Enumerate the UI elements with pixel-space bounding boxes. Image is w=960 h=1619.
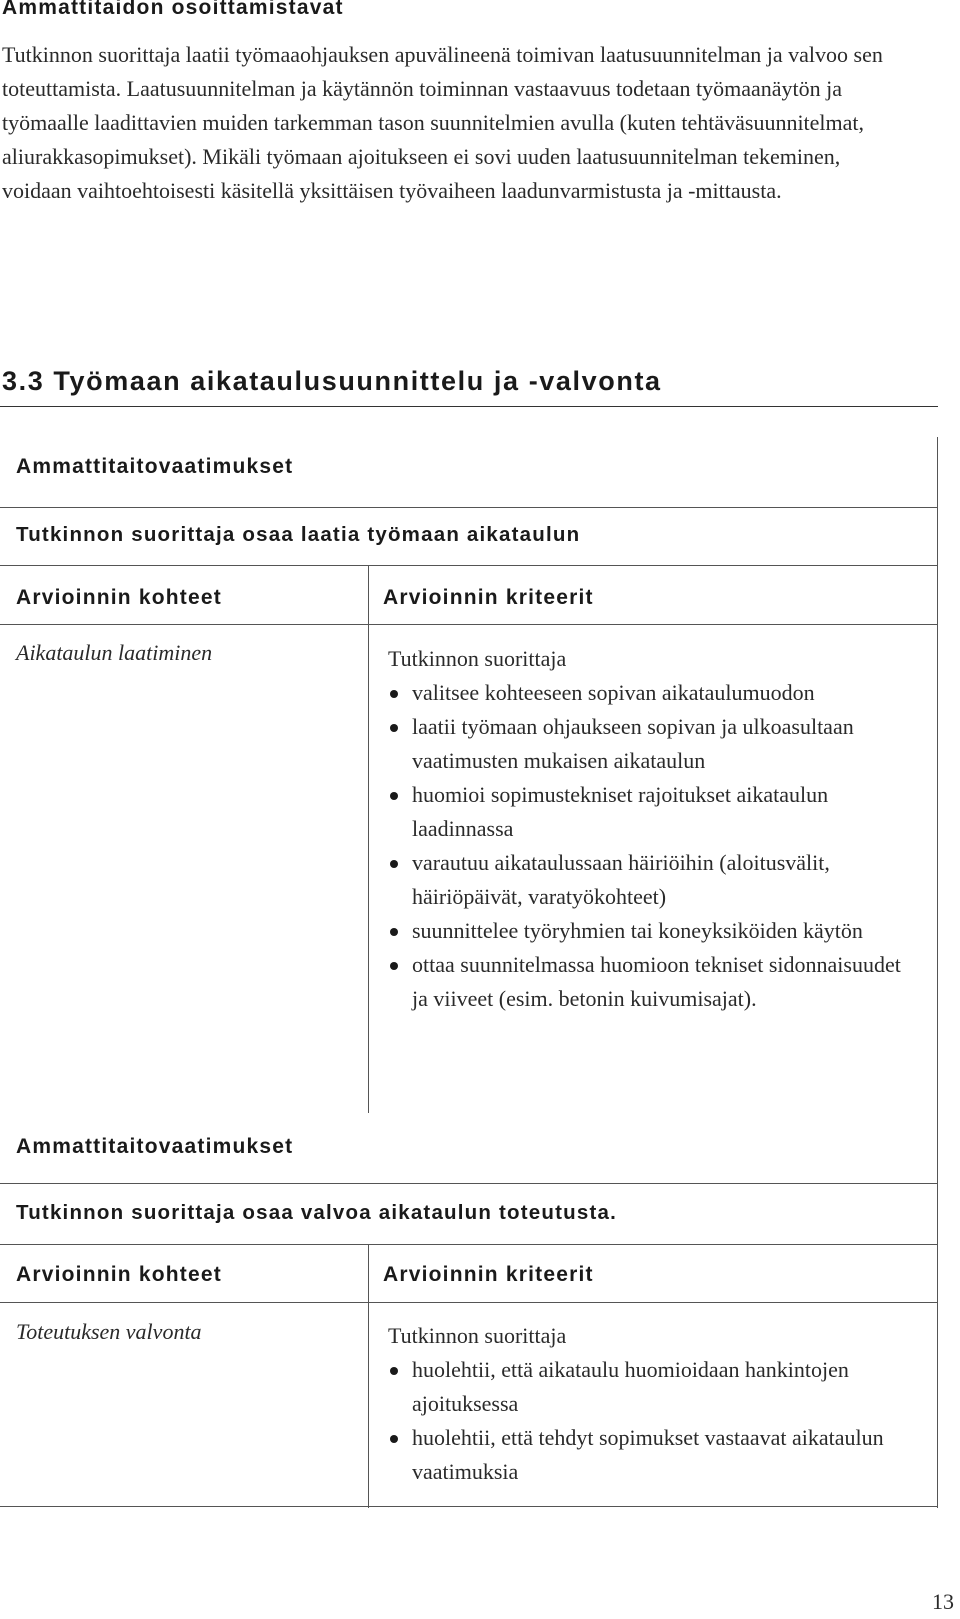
criteria-intro: Tutkinnon suorittaja [388, 646, 567, 671]
criteria-item: laatii työmaan ohjaukseen sopivan ja ulkoasultaan vaatimusten mukaisen aikataulun [388, 710, 908, 778]
column-header-criteria: Arvioinnin kriteerit [383, 586, 594, 609]
requirement-text: Tutkinnon suorittaja osaa laatia työmaan aikataulun [16, 523, 581, 546]
table-header: Ammattitaitovaatimukset [16, 1135, 294, 1158]
criteria-item: huolehtii, että tehdyt sopimukset vastaavat aikataulun vaatimuksia [388, 1421, 908, 1489]
table-divider [0, 507, 937, 508]
table-divider [0, 1244, 937, 1245]
column-divider [368, 565, 369, 1113]
criteria-intro: Tutkinnon suorittaja [388, 1323, 567, 1348]
page-number: 13 [932, 1589, 954, 1614]
table-divider [0, 624, 937, 625]
criteria-item: huomioi sopimustekniset rajoitukset aikataulun laadinnassa [388, 778, 908, 846]
criteria-item: suunnittelee työryhmien tai koneyksiköiden käytön [388, 914, 908, 948]
column-header-targets: Arvioinnin kohteet [16, 1263, 222, 1286]
requirements-table-1 [0, 437, 938, 1113]
assessment-target: Toteutuksen valvonta [16, 1319, 202, 1344]
intro-heading: Ammattitaidon osoittamistavat [2, 0, 344, 19]
intro-paragraph: Tutkinnon suorittaja laatii työmaaohjauksen apuvälineenä toimivan laatusuunnitelman ja valvoo sen toteuttamista. Laatusuunnitelman ja käytännön toiminnan vastaavuus todetaan työmaanäytön ja työmaalle laadittavien muiden tarkemman tason suunnitelmien avulla (kuten tehtäväsuunnitelmat, aliurakkasopimukset). Mikäli työmaan ajoitukseen ei sovi uuden laatusuunnitelman tekeminen, voidaan vaihtoehtoisesti käsitellä yksittäisen työvaiheen laadunvarmistusta ja -mittausta. [2, 42, 883, 203]
column-header-targets: Arvioinnin kohteet [16, 586, 222, 609]
criteria-list [388, 1319, 908, 1489]
table-divider [0, 565, 937, 566]
criteria-item: ottaa suunnitelmassa huomioon tekniset sidonnaisuudet ja viiveet (esim. betonin kuivumisajat). [388, 948, 908, 1016]
table-divider [0, 1183, 937, 1184]
table-header: Ammattitaitovaatimukset [16, 455, 294, 478]
criteria-item: huolehtii, että aikataulu huomioidaan hankintojen ajoituksessa [388, 1353, 908, 1421]
column-divider [368, 1244, 369, 1508]
requirement-text: Tutkinnon suorittaja osaa valvoa aikataulun toteutusta. [16, 1201, 617, 1224]
table-bottom [0, 1506, 937, 1507]
column-header-criteria: Arvioinnin kriteerit [383, 1263, 594, 1286]
section-title: 3.3 Työmaan aikataulusuunnittelu ja -valvonta [2, 366, 662, 396]
requirements-table-2 [0, 1113, 938, 1508]
section-rule [0, 406, 938, 407]
criteria-list [388, 642, 908, 1016]
table-divider [0, 1302, 937, 1303]
assessment-target: Aikataulun laatiminen [16, 640, 213, 665]
criteria-item: valitsee kohteeseen sopivan aikataulumuodon [388, 676, 908, 710]
criteria-item: varautuu aikataulussaan häiriöihin (aloitusvälit, häiriöpäivät, varatyökohteet) [388, 846, 908, 914]
